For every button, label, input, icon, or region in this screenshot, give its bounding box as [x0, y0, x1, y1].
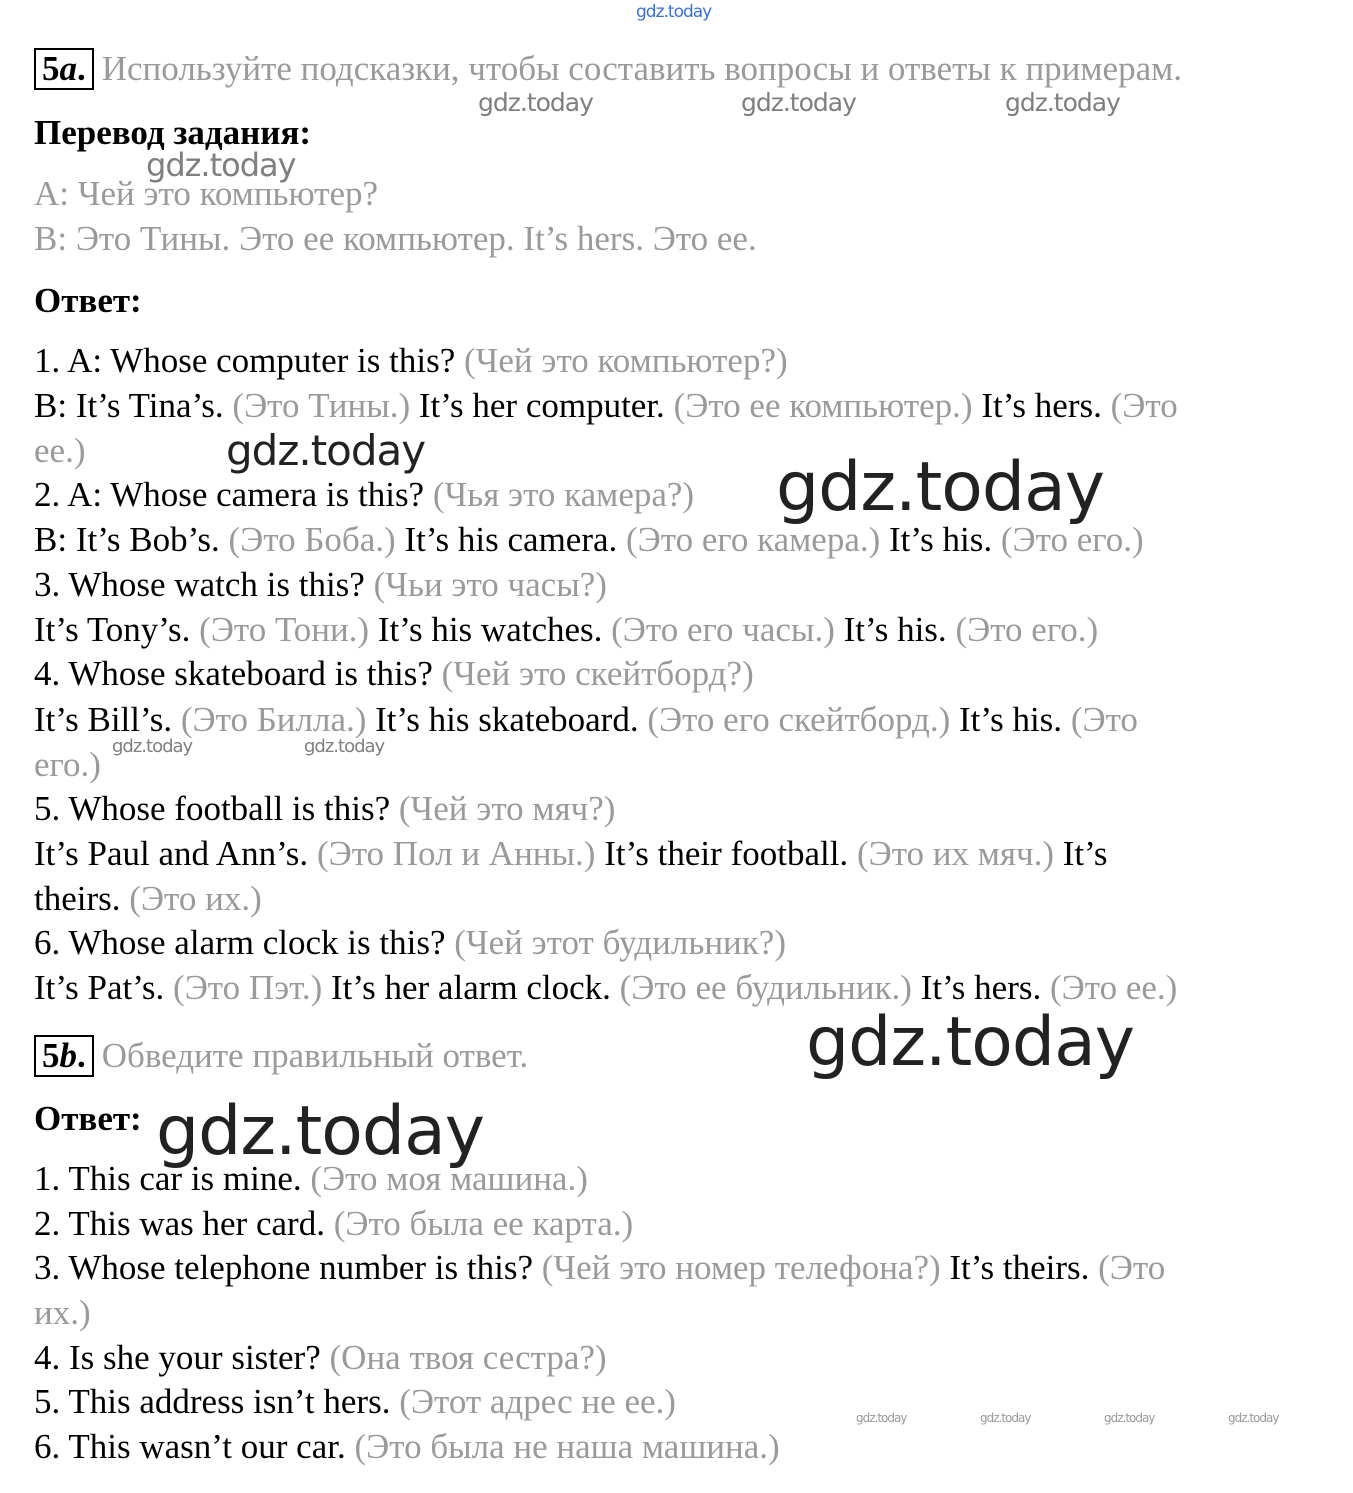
answer-line: 6. Whose alarm clock is this? (Чей этот будильник?) [34, 923, 786, 962]
answer-line: 3. Whose telephone number is this? (Чей это номер телефона?) It’s theirs. (Это [34, 1248, 1166, 1287]
watermark: gdz.today [856, 1411, 907, 1425]
answer-line: theirs. (Это их.) [34, 879, 262, 918]
watermark: gdz.today [806, 1003, 1134, 1082]
answer-line: It’s Tony’s. (Это Тони.) It’s his watches. (Это его часы.) It’s his. (Это его.) [34, 610, 1099, 649]
answer-line: B: It’s Bob’s. (Это Боба.) It’s his camera. (Это его камера.) It’s his. (Это его.) [34, 520, 1144, 559]
exercise-5a-header [34, 46, 1182, 91]
watermark: gdz.today [112, 736, 193, 757]
exercise-5b-header [34, 1033, 528, 1078]
watermark: gdz.today [156, 1092, 484, 1171]
watermark: gdz.today [304, 736, 385, 757]
answer-heading: Ответ: [34, 281, 142, 320]
answer-line: 4. Is she your sister? (Она твоя сестра?) [34, 1338, 607, 1377]
watermark: gdz.today [478, 88, 593, 117]
watermark: gdz.today [226, 426, 426, 475]
answer-line: 1. This car is mine. (Это моя машина.) [34, 1159, 588, 1198]
answer-line: 3. Whose watch is this? (Чьи это часы?) [34, 565, 607, 604]
watermark: gdz.today [636, 2, 712, 22]
answer-line: ее.) [34, 431, 86, 470]
watermark: gdz.today [741, 88, 856, 117]
answer-line: B: It’s Tina’s. (Это Тины.) It’s her computer. (Это ее компьютер.) It’s hers. (Это [34, 386, 1178, 425]
answer-line: его.) [34, 745, 101, 784]
translation-heading: Перевод задания: [34, 113, 312, 152]
answer-line: 6. This wasn’t our car. (Это была не наша машина.) [34, 1427, 780, 1466]
watermark: gdz.today [1104, 1411, 1155, 1425]
watermark: gdz.today [146, 146, 296, 184]
exercise-instruction: Используйте подсказки, чтобы составить вопросы и ответы к примерам. [101, 49, 1183, 88]
answer-line: 4. Whose skateboard is this? (Чей это скейтборд?) [34, 654, 754, 693]
exercise-instruction: Обведите правильный ответ. [101, 1036, 529, 1075]
answer-line: 5. Whose football is this? (Чей это мяч?) [34, 789, 616, 828]
answer-heading: Ответ: [34, 1099, 142, 1138]
exercise-badge: 5b. [34, 1035, 94, 1077]
answer-line: 1. A: Whose computer is this? (Чей это компьютер?) [34, 341, 788, 380]
watermark: gdz.today [776, 448, 1104, 527]
answer-line: It’s Pat’s. (Это Пэт.) It’s her alarm clock. (Это ее будильник.) It’s hers. (Это ее.) [34, 968, 1178, 1007]
answer-line: их.) [34, 1293, 91, 1332]
exercise-badge: 5a. [34, 48, 94, 90]
answer-line: 2. A: Whose camera is this? (Чья это камера?) [34, 475, 695, 514]
answer-line: It’s Bill’s. (Это Билла.) It’s his skateboard. (Это его скейтборд.) It’s his. (Это [34, 700, 1138, 739]
answer-line: It’s Paul and Ann’s. (Это Пол и Анны.) It’s their football. (Это их мяч.) It’s [34, 834, 1108, 873]
translation-line: В: Это Тины. Это ее компьютер. It’s hers. Это ее. [34, 219, 757, 258]
watermark: gdz.today [1228, 1411, 1279, 1425]
watermark: gdz.today [1005, 88, 1120, 117]
answer-line: 5. This address isn’t hers. (Этот адрес не ее.) [34, 1382, 676, 1421]
translation-line: А: Чей это компьютер? [34, 174, 379, 213]
watermark: gdz.today [980, 1411, 1031, 1425]
answer-line: 2. This was her card. (Это была ее карта.) [34, 1204, 634, 1243]
